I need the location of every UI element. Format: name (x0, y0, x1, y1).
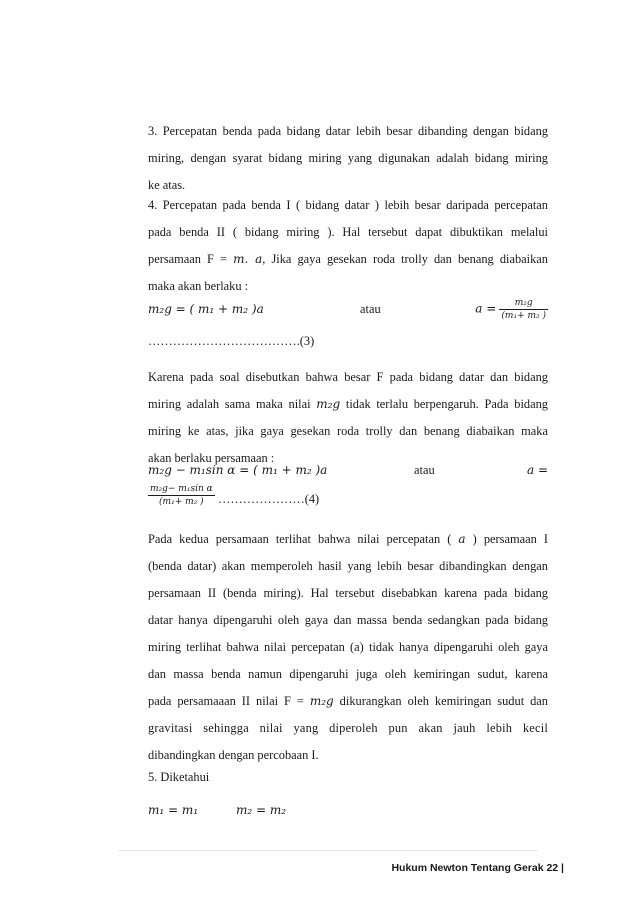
inline-math-m2g-2: m₂g (309, 694, 334, 708)
paragraph-6-line-7-a: pada persamaaan II nilai F = (148, 694, 310, 708)
paragraph-5-line-2-a: miring adalah sama maka nilai (148, 397, 317, 411)
paragraph-6-line-1-b: ) persamaan I (465, 532, 548, 546)
paragraph-4-line-3-a: persamaan F = (148, 252, 234, 266)
equation-3-right (475, 298, 548, 321)
paragraph-5-line-1: Karena pada soal disebutkan bahwa besar F pada bidang datar dan bidang (148, 370, 548, 384)
equation-4-denominator: (m₁+ m₂ ) (159, 497, 204, 507)
paragraph-4-line-4: maka akan berlaku : (148, 279, 249, 293)
paragraph-3-line-2: miring, dengan syarat bidang miring yang digunakan adalah bidang miring (148, 151, 548, 165)
item-5-m1: m₁ = m₁ (148, 803, 199, 817)
paragraph-5-line-2-b: tidak terlalu berpengaruh. Pada bidang (340, 397, 548, 411)
equation-4-right: a = (526, 463, 548, 477)
inline-math-a: a (458, 532, 466, 546)
equation-3-denominator: (m₁+ m₂ ) (501, 311, 546, 321)
equation-3-numerator: m₂g (499, 298, 548, 310)
equation-3-fraction (499, 298, 548, 321)
equation-4-fraction-row (148, 484, 548, 514)
paragraph-6-line-7-b: dikurangkan oleh kemiringan sudut dan (333, 694, 548, 708)
paragraph-5-line-2 (148, 391, 548, 418)
paragraph-4-line-3-b: , Jika gaya gesekan roda trolly dan benang diabaikan (262, 252, 548, 266)
equation-3-atau: atau (360, 302, 381, 316)
paragraph-3-line-1: 3. Percepatan benda pada bidang datar lebih besar dibanding dengan bidang (148, 124, 548, 138)
paragraph-4-line-1: 4. Percepatan pada benda I ( bidang datar ) lebih besar daripada percepatan (148, 198, 548, 212)
paragraph-5 (148, 364, 548, 472)
paragraph-3 (148, 118, 548, 199)
item-5-heading: 5. Diketahui (148, 770, 210, 784)
paragraph-5-line-4: akan berlaku persamaan : (148, 451, 275, 465)
equation-4-numerator: m₂g− m₁sin α (150, 484, 213, 494)
paragraph-6-line-4: datar hanya dipengaruhi oleh gaya dan massa benda sedangkan pada bidang (148, 613, 548, 627)
equation-4-row (148, 463, 548, 485)
paragraph-6-line-8: gravitasi sehingga nilai yang diperoleh pun akan jauh lebih kecil (148, 721, 548, 735)
paragraph-6 (148, 526, 548, 769)
paragraph-item-5 (148, 764, 548, 791)
paragraph-6-line-1 (148, 526, 548, 553)
paragraph-6-line-6: dan massa benda namun dipengaruhi juga oleh kemiringan sudut, karena (148, 667, 548, 681)
equation-4-label: …………………(4) (218, 492, 320, 506)
paragraph-3-line-3: ke atas. (148, 178, 186, 192)
equation-4-fraction (148, 484, 215, 507)
equation-3-right-lhs: a = (475, 301, 497, 316)
equation-3-left: m₂g = ( m₁ + m₂ )a (148, 302, 264, 316)
page-footer: Hukum Newton Tentang Gerak 22 | (391, 862, 564, 874)
equation-3-row (148, 298, 548, 328)
paragraph-6-line-3: persamaan II (benda miring). Hal tersebut disebabkan karena pada bidang (148, 586, 548, 600)
paragraph-6-line-9: dibandingkan dengan percobaan I. (148, 748, 319, 762)
paragraph-6-line-5: miring terlihat bahwa nilai percepatan (a) tidak hanya dipengaruhi oleh gaya (148, 640, 548, 654)
paragraph-6-line-1-a: Pada kedua persamaan terlihat bahwa nilai percepatan ( (148, 532, 459, 546)
paragraph-4-line-3 (148, 246, 548, 273)
footer-divider (118, 850, 538, 851)
item-5-m2: m₂ = m₂ (236, 803, 287, 817)
equation-3-label: ……………………………….(3) (148, 334, 315, 348)
inline-math-m2g: m₂g (316, 397, 341, 411)
inline-math-ma: m. a (233, 252, 263, 266)
paragraph-6-line-2: (benda datar) akan memperoleh hasil yang lebih besar dibandingkan dengan (148, 559, 548, 573)
paragraph-5-line-3: miring ke atas, jika gaya gesekan roda trolly dan benang diabaikan maka (148, 424, 548, 438)
equation-4-atau: atau (414, 463, 435, 477)
paragraph-4-line-2: pada benda II ( bidang miring ). Hal tersebut dapat dibuktikan melalui (148, 225, 548, 239)
paragraph-4 (148, 192, 548, 300)
equation-4-left: m₂g − m₁sin α = ( m₁ + m₂ )a (148, 463, 328, 477)
paragraph-6-line-7 (148, 688, 548, 715)
